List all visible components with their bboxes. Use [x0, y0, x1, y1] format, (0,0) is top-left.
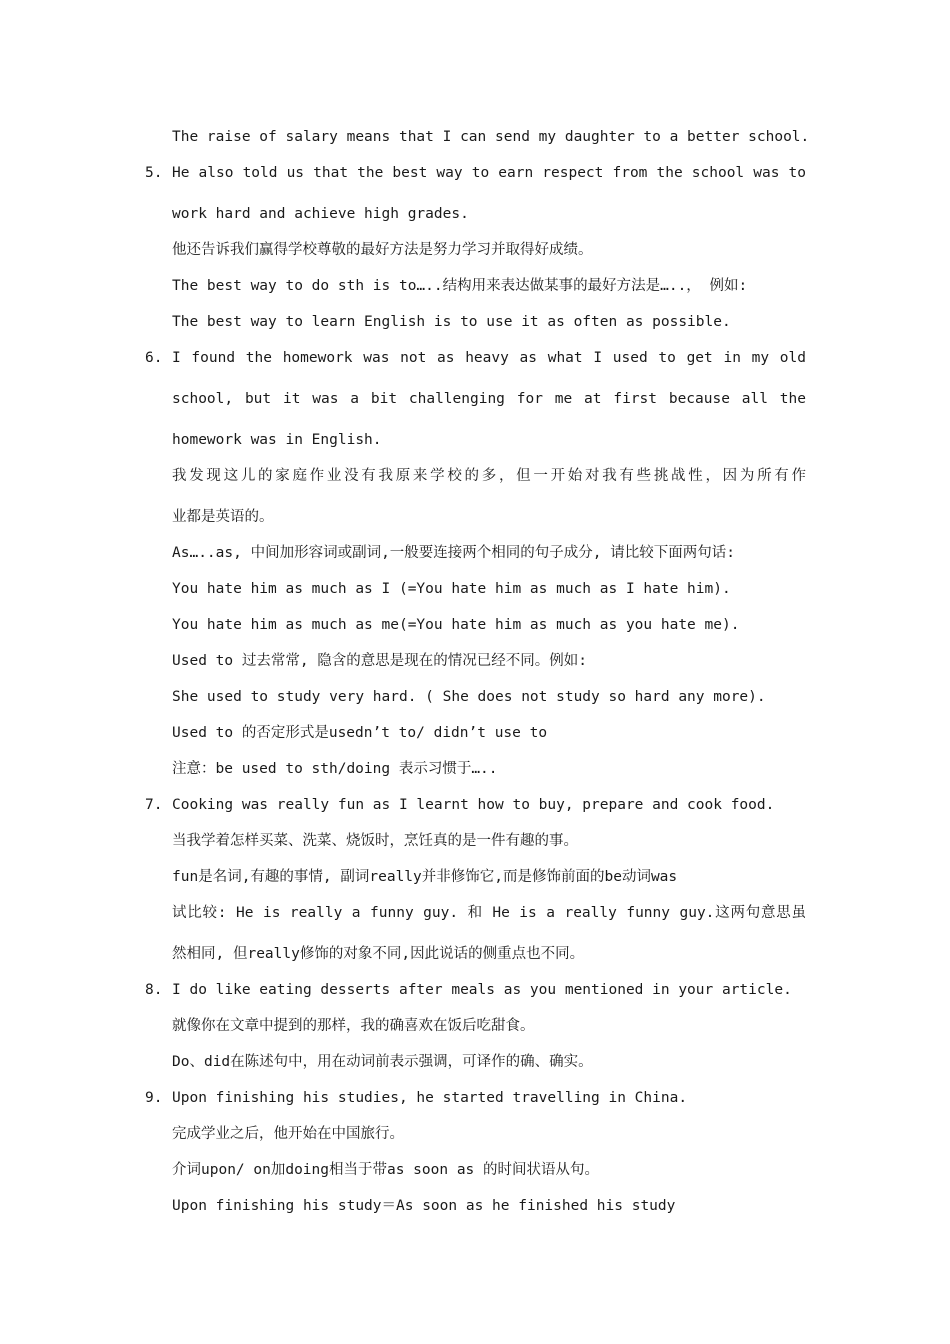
item-6-example-3: She used to study very hard. ( She does not study so hard any more).: [172, 689, 766, 705]
item-9-sentence: Upon finishing his studies, he started travelling in China.: [172, 1090, 688, 1106]
item-6-sentence-line-1: I found the homework was not as heavy as what I used to get in my old: [172, 350, 806, 366]
item-9-translation: 完成学业之后，他开始在中国旅行。: [172, 1126, 404, 1142]
item-7-compare-line-2: 然相同, 但really修饰的对象不同,因此说话的侧重点也不同。: [172, 946, 585, 962]
item-6-translation-line-1: 我发现这儿的家庭作业没有我原来学校的多，但一开始对我有些挑战性，因为所有作: [172, 468, 806, 484]
item-6-attention: 注意：be used to sth/doing 表示习惯于…..: [172, 761, 498, 777]
item-6-example-1: You hate him as much as I (=You hate him as much as I hate him).: [172, 581, 731, 597]
item-9-note: 介词upon/ on加doing相当于带as soon as 的时间状语从句。: [172, 1162, 600, 1178]
item-7-compare-line-1: 试比较: He is really a funny guy. 和 He is a really funny guy.这两句意思虽: [172, 905, 806, 921]
item-number-5: 5.: [145, 165, 163, 181]
item-5-translation: 他还告诉我们赢得学校尊敬的最好方法是努力学习并取得好成绩。: [172, 242, 593, 258]
item-5-note: The best way to do sth is to…..结构用来表达做某事的最好方法是…..， 例如:: [172, 278, 748, 294]
item-6-sentence-line-3: homework was in English.: [172, 432, 382, 448]
item-7-note: fun是名词,有趣的事情, 副词really并非修饰它,而是修饰前面的be动词was: [172, 869, 678, 885]
item-6-negative-form: Used to 的否定形式是usedn’t to/ didn’t use to: [172, 725, 548, 741]
item-6-translation-line-2: 业都是英语的。: [172, 509, 274, 525]
item-number-9: 9.: [145, 1090, 163, 1106]
item-6-note-used-to: Used to 过去常常, 隐含的意思是现在的情况已经不同。例如:: [172, 653, 588, 669]
item-number-6: 6.: [145, 350, 163, 366]
item-5-sentence-line-2: work hard and achieve high grades.: [172, 206, 469, 222]
item-7-translation: 当我学着怎样买菜、洗菜、烧饭时，烹饪真的是一件有趣的事。: [172, 833, 578, 849]
item-number-7: 7.: [145, 797, 163, 813]
item-5-example: The best way to learn English is to use it as often as possible.: [172, 314, 731, 330]
item-8-note: Do、did在陈述句中，用在动词前表示强调，可译作的确、确实。: [172, 1054, 593, 1070]
item-5-sentence-line-1: He also told us that the best way to earn respect from the school was to: [172, 165, 806, 181]
item-9-example: Upon finishing his study＝As soon as he finished his study: [172, 1198, 676, 1214]
item-number-8: 8.: [145, 982, 163, 998]
item-8-sentence: I do like eating desserts after meals as you mentioned in your article.: [172, 982, 792, 998]
item-6-sentence-line-2: school, but it was a bit challenging for me at first because all the: [172, 391, 806, 407]
item-6-note-as-as: As…..as, 中间加形容词或副词,一般要连接两个相同的句子成分, 请比较下面两句话:: [172, 545, 735, 561]
item-8-translation: 就像你在文章中提到的那样，我的确喜欢在饭后吃甜食。: [172, 1018, 535, 1034]
item-7-sentence: Cooking was really fun as I learnt how to buy, prepare and cook food.: [172, 797, 775, 813]
item-6-example-2: You hate him as much as me(=You hate him as much as you hate me).: [172, 617, 740, 633]
intro-example-sentence: The raise of salary means that I can send my daughter to a better school.: [172, 129, 810, 145]
